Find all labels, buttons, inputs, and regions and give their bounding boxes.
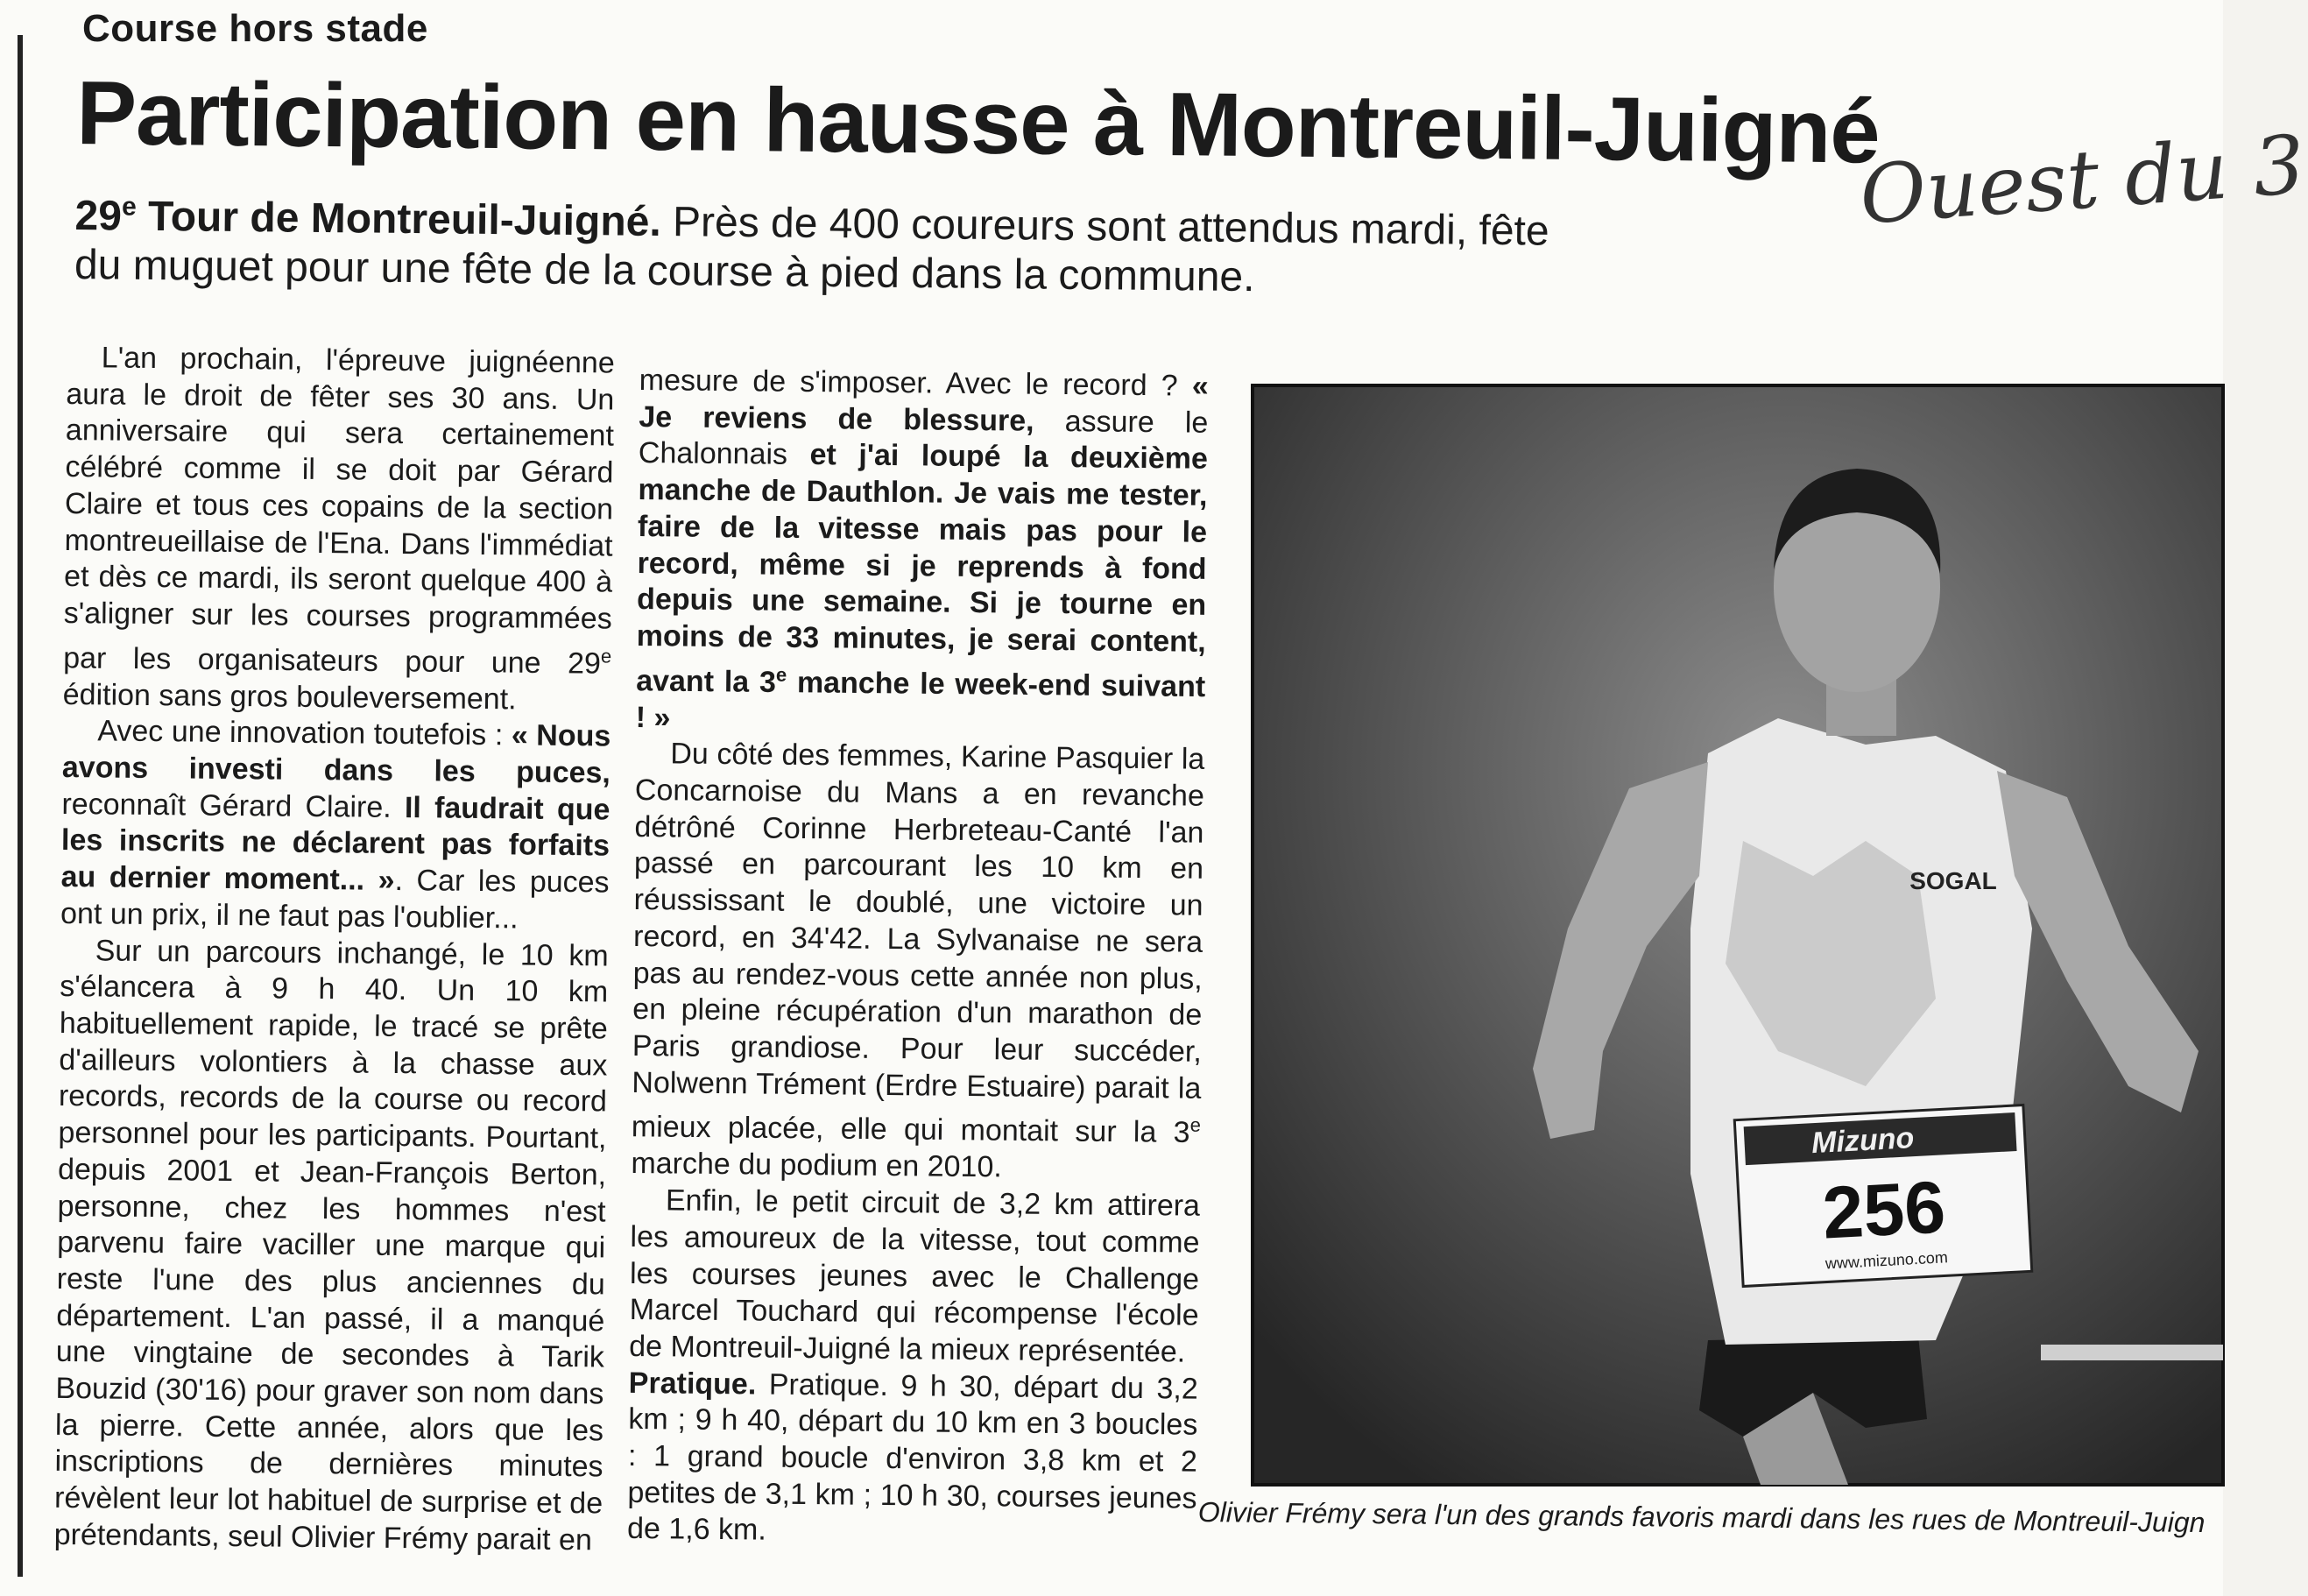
handwritten-annotation: Ouest du 3 — [1857, 117, 2308, 243]
bib-url: www.mizuno.com — [1825, 1248, 1949, 1273]
article-standfirst — [74, 182, 1564, 306]
paragraph: L'an prochain, l'épreuve juignéenne aura le droit de fêter ses 30 ans. Un anniversaire qui sera certainement célébré comme il se doit par Gérard Claire et tous ces copains de la section montreueillaise de l'Ena. Dans l'immédiat et dès ce mardi, ils seront quelque 400 à s'aligner sur les courses programmées par les organisateurs pour une 29e édition sans gros bouleversement. — [62, 341, 615, 717]
paragraph: mesure de s'imposer. Avec le record ? « Je reviens de blessure, assure le Chalonnais et j'ai loupé la deuxième manche de Dauthlon. Je vais me tester, faire de la vitesse mais pas pour le record, même si je reprends à fond depuis une semaine. Si je tourne en moins de 33 minutes, je serai content, avant la 3e manche le week-end suivant ! » — [635, 363, 1209, 735]
paragraph: Avec une innovation toutefois : « Nous avons investi dans les puces, reconnaît Gérard Claire. Il faudrait que les inscrits ne déclarent pas forfaits au dernier moment... ». Car les puces ont un prix, il ne faut pas l'oublier... — [60, 714, 611, 936]
article-headline: Participation en hausse à Montreuil-Juigné — [75, 61, 1881, 182]
shirt-sponsor: SOGAL — [1909, 867, 1997, 894]
practical-info: Pratique. Pratique. 9 h 30, départ du 3,2 km ; 9 h 40, départ du 10 km en 3 boucles : 1 grand boucle d'environ 3,8 km et 2 petites de 3,1 km ; 10 h 30, courses jeunes de 1,6 km. — [626, 1366, 1198, 1548]
bib-number: 256 — [1820, 1165, 1948, 1254]
photo-caption: Olivier Frémy sera l'un des grands favoris mardi dans les rues de Montreuil-Juign — [1197, 1496, 2206, 1539]
left-edge-rule — [18, 35, 23, 1577]
article-column-2 — [627, 363, 1209, 1554]
standfirst-lead: 29e Tour de Montreuil-Juigné. — [74, 192, 662, 246]
runner-illustration — [1253, 385, 2223, 1485]
paragraph: Enfin, le petit circuit de 3,2 km attirera les amoureux de la vitesse, tout comme les courses jeunes avec le Challenge Marcel Touchard qui récompense l'école de Montreuil-Juigné la mieux représentée. — [629, 1183, 1201, 1369]
bib-brand: Mizuno — [1810, 1121, 1916, 1161]
article-column-1 — [53, 340, 614, 1559]
paragraph: Sur un parcours inchangé, le 10 km s'élancera à 9 h 40. Un 10 km habituellement rapide, le tracé se prête d'ailleurs volontiers à la chasse aux records, records de la course ou record personnel pour les participants. Pourtant, depuis 2001 et Jean-François Berton, personne, chez les hommes n'est parvenu faire vaciller une marque qui reste l'une des plus anciennes du département. L'an passé, il a manqué une vingtaine de secondes à Tarik Bouzid (30'16) pour graver son nom dans la pierre. Cette année, alors que les inscriptions de dernières minutes révèlent leur lot habituel de surprise et de prétendants, seul Olivier Frémy parait en — [53, 933, 609, 1557]
paragraph: Du côté des femmes, Karine Pasquier la Concarnoise du Mans a en revanche détrôné Corinne Herbreteau-Canté l'an passé en parcourant les 10 km en réussissant le doublé, une victoire un record, en 34'42. La Sylvanaise ne sera pas au rendez-vous cette année non plus, en pleine récupération d'un marathon de Paris grandiose. Pour leur succéder, Nolwenn Trément (Erdre Estuaire) parait la mieux placée, elle qui montait sur la 3e marche du podium en 2010. — [631, 737, 1205, 1184]
section-rubric: Course hors stade — [82, 7, 428, 50]
barrier-rail — [2041, 1345, 2223, 1360]
standfirst-text: Près de 400 coureurs sont attendus mardi, fête du muguet pour une fête de la course à pied dans la commune. — [74, 199, 1549, 301]
runner-photo — [1253, 385, 2223, 1485]
